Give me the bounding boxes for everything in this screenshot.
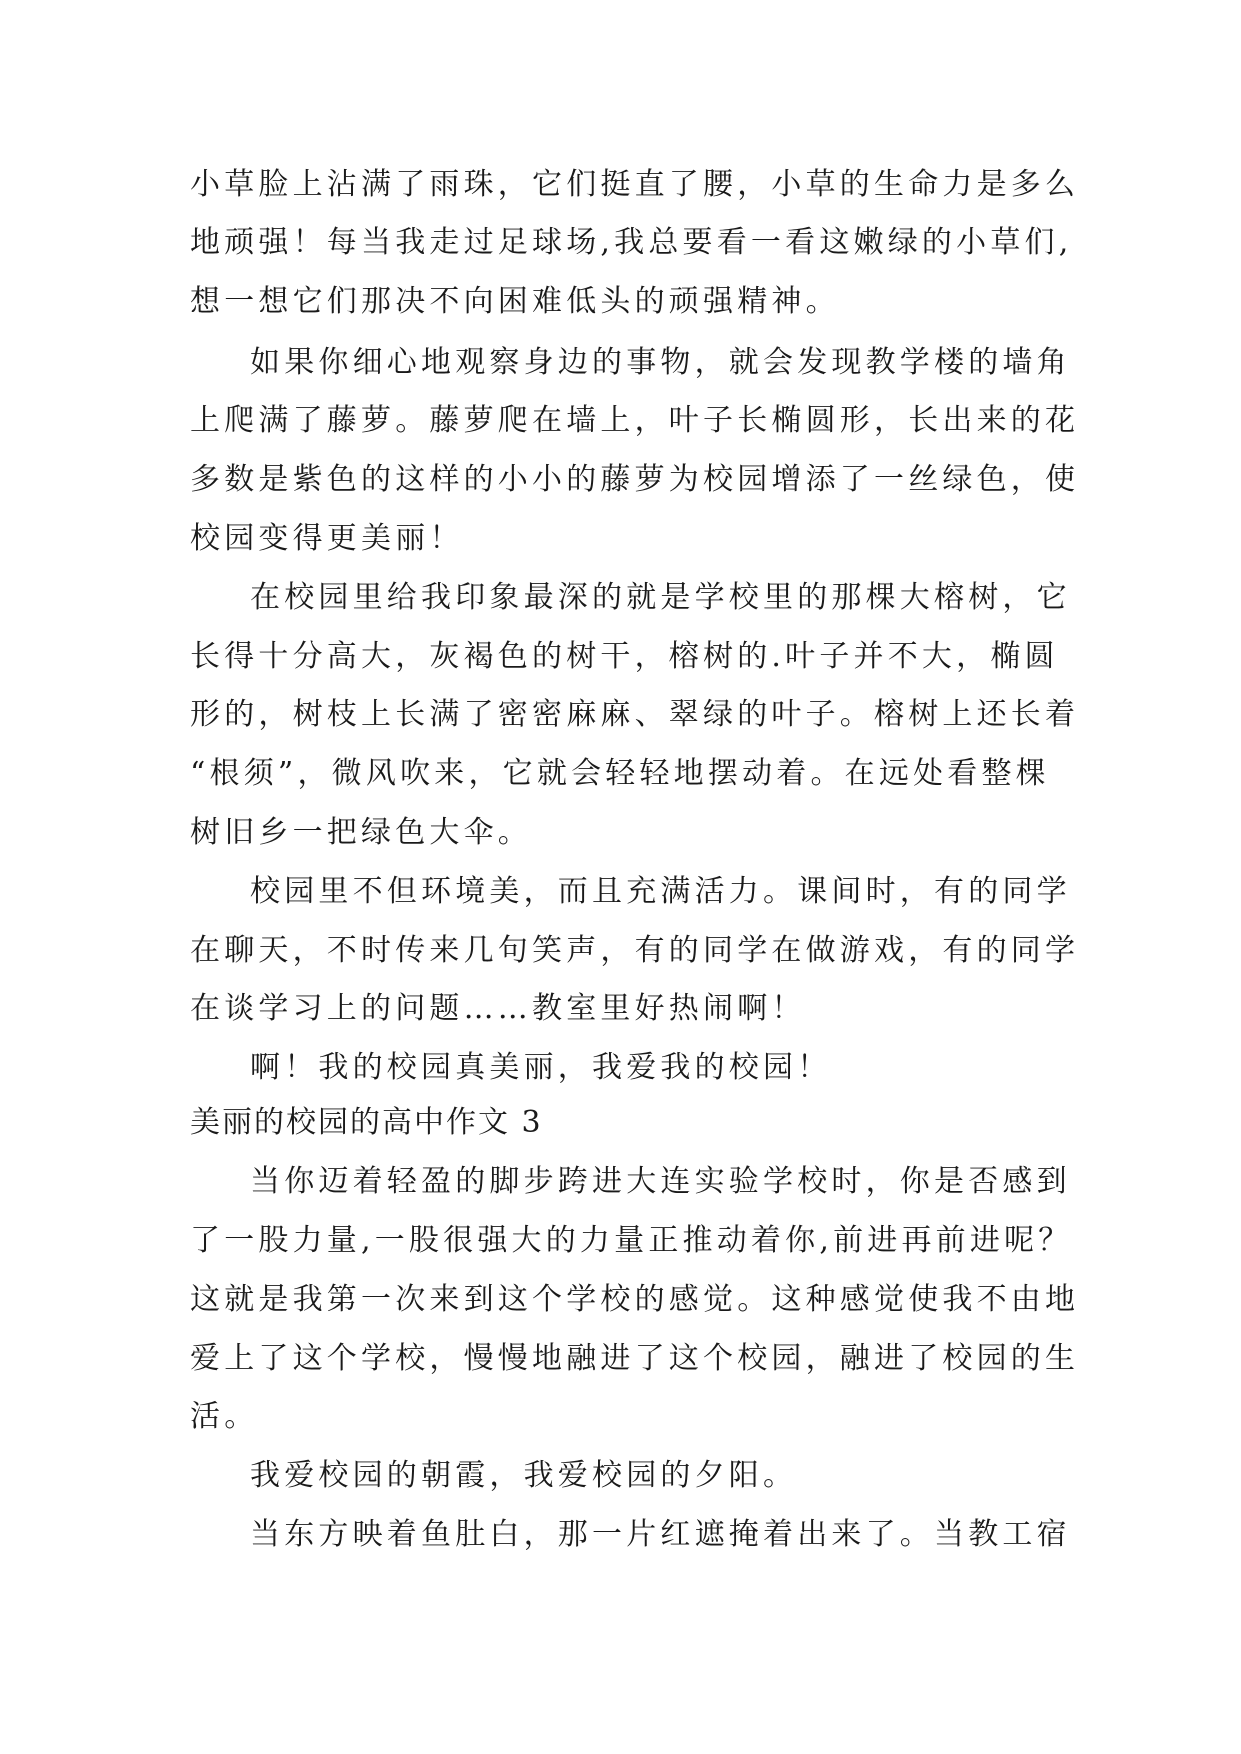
paragraph-first-line: 当东方映着鱼肚白，那一片红遮掩着出来了。当教工宿	[250, 1517, 1071, 1552]
text-line: 了一股力量,一股很强大的力量正推动着你,前进再前进呢？	[190, 1223, 1073, 1258]
paragraph-first-line: 在校园里给我印象最深的就是学校里的那棵大榕树，它	[250, 580, 1071, 615]
text-line: 多数是紫色的这样的小小的藤萝为校园增添了一丝绿色，使	[190, 462, 1080, 497]
text-line: 在谈学习上的问题……教室里好热闹啊！	[190, 991, 806, 1026]
paragraph-first-line: 如果你细心地观察身边的事物，就会发现教学楼的墙角	[250, 345, 1071, 380]
text-line: 树旧乡一把绿色大伞。	[190, 815, 532, 850]
section-heading: 美丽的校园的高中作文 3	[190, 1105, 543, 1140]
text-line: 校园变得更美丽！	[190, 521, 464, 556]
paragraph-first-line: 啊！我的校园真美丽，我爱我的校园！	[250, 1050, 832, 1085]
text-line: 地顽强！每当我走过足球场,我总要看一看这嫩绿的小草们,	[190, 225, 1073, 260]
text-line: 想一想它们那决不向困难低头的顽强精神。	[190, 284, 840, 319]
text-line: 爱上了这个学校，慢慢地融进了这个校园，融进了校园的生	[190, 1341, 1080, 1376]
text-line: 在聊天，不时传来几句笑声，有的同学在做游戏，有的同学	[190, 933, 1080, 968]
text-line: 上爬满了藤萝。藤萝爬在墙上，叶子长椭圆形，长出来的花	[190, 403, 1080, 438]
text-line: 形的，树枝上长满了密密麻麻、翠绿的叶子。榕树上还长着	[190, 697, 1080, 732]
text-line: 长得十分高大，灰褐色的树干，榕树的.叶子并不大，椭圆	[190, 639, 1059, 674]
paragraph-first-line: 校园里不但环境美，而且充满活力。课间时，有的同学	[250, 874, 1071, 909]
text-line: 这就是我第一次来到这个学校的感觉。这种感觉使我不由地	[190, 1282, 1080, 1317]
text-line: 活。	[190, 1399, 259, 1434]
paragraph-first-line: 我爱校园的朝霞，我爱校园的夕阳。	[250, 1458, 798, 1493]
text-line: “根须”，微风吹来，它就会轻轻地摆动着。在远处看整棵	[190, 756, 1050, 791]
paragraph-first-line: 当你迈着轻盈的脚步跨进大连实验学校时，你是否感到	[250, 1164, 1071, 1199]
text-line: 小草脸上沾满了雨珠，它们挺直了腰，小草的生命力是多么	[190, 167, 1080, 202]
